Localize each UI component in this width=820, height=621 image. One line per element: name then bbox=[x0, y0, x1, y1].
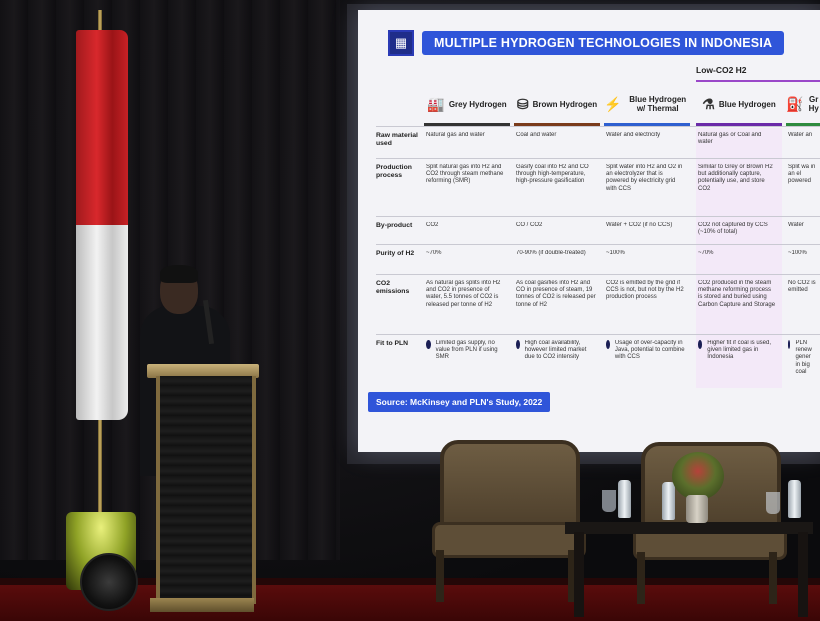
harvey-ball-icon bbox=[516, 340, 520, 349]
table-cell: CO / CO2 bbox=[516, 222, 543, 228]
cell-text: Usage of over-capacity in Java, potential to combine with CCS bbox=[614, 340, 685, 361]
column-header-blue-thermal: ⚡ Blue Hydrogen w/ Thermal bbox=[604, 82, 690, 128]
table-cell: Split natural gas into H2 and CO2 through steam methane reforming (SMR) bbox=[426, 164, 504, 185]
table-cell: No CO2 is emitted bbox=[788, 280, 816, 294]
table-cell bbox=[788, 340, 816, 380]
row-label: By-product bbox=[376, 222, 413, 229]
chair-leg bbox=[436, 550, 444, 602]
podium bbox=[156, 376, 256, 604]
coffee-table bbox=[565, 522, 813, 534]
indonesian-flag bbox=[76, 30, 128, 420]
cell-text: Limited gas supply, no value from PLN if using SMR bbox=[435, 340, 498, 361]
table-cell: Coal and water bbox=[516, 132, 557, 138]
column-header-brown: ⛁ Brown Hydrogen bbox=[514, 82, 600, 128]
column-header-blue: ⚗ Blue Hydrogen bbox=[696, 82, 782, 128]
table-cell: ~100% bbox=[788, 250, 807, 256]
table-cell: Similar to Grey or Brown H2 but additionally capture, potentially use, and store CO2 bbox=[698, 164, 773, 192]
coal-icon: ⛁ bbox=[516, 96, 529, 113]
pylon-icon: ⚡ bbox=[604, 96, 622, 113]
factory-icon: 🏭 bbox=[427, 96, 445, 113]
slide-header bbox=[388, 30, 784, 56]
harvey-ball-icon bbox=[788, 340, 790, 349]
row-label: Raw material used bbox=[376, 132, 418, 147]
table-cell: CO2 bbox=[426, 222, 439, 228]
table-cell: ~70% bbox=[426, 250, 442, 256]
fuel-icon: ⛽ bbox=[786, 96, 804, 113]
harvey-ball-icon bbox=[698, 340, 702, 349]
low-co2-group-label: Low-CO2 H2 bbox=[696, 65, 747, 75]
water-glass bbox=[766, 492, 780, 514]
hydrogen-icon: ▦ bbox=[388, 30, 414, 56]
stage-spotlight bbox=[80, 553, 138, 611]
flower-vase bbox=[686, 495, 708, 523]
row-separator bbox=[376, 334, 820, 335]
table-cell: CO2 produced in the steam methane reforming process is stored and buried using Carbon Capture and Storage bbox=[698, 280, 776, 308]
row-separator bbox=[376, 158, 820, 159]
table-cell: Natural gas or Coal and water bbox=[698, 132, 762, 146]
table-cell: Gasify coal into H2 and CO through high-temperature, high-pressure gasification bbox=[516, 164, 589, 185]
table-cell bbox=[698, 340, 776, 380]
table-cell: Water an bbox=[788, 132, 813, 138]
row-separator bbox=[376, 244, 820, 245]
podium-base bbox=[150, 598, 254, 612]
table-cell bbox=[426, 340, 506, 380]
water-bottle bbox=[618, 480, 631, 518]
table-cell: ~70% bbox=[698, 250, 714, 256]
water-bottle bbox=[662, 482, 675, 520]
table-cell: Natural gas and water bbox=[426, 132, 485, 138]
table-cell: Water bbox=[788, 222, 804, 228]
column-header-grey: 🏭 Grey Hydrogen bbox=[424, 82, 510, 128]
speaker-hair bbox=[160, 265, 198, 283]
cell-text: High coal availability, however limited market due to CO2 intensity bbox=[524, 340, 587, 361]
row-label: Fit to PLN bbox=[376, 340, 409, 347]
chair-leg bbox=[637, 552, 645, 604]
chair-leg bbox=[769, 552, 777, 604]
projection-screen bbox=[358, 10, 820, 452]
table-cell: As coal gasifies into H2 and CO in presence of steam, 19 tonnes of CO2 is released per tonne of H2 bbox=[516, 280, 596, 308]
flag-red-stripe bbox=[76, 30, 128, 225]
flag-white-stripe bbox=[76, 225, 128, 420]
table-cell: Split wa in an el powered bbox=[788, 164, 816, 185]
harvey-ball-icon bbox=[426, 340, 431, 349]
row-separator bbox=[376, 216, 820, 217]
harvey-ball-icon bbox=[606, 340, 610, 349]
table-cell: 70-90% (if double-treated) bbox=[516, 250, 586, 256]
cell-text: PLN renew gener in big coal bbox=[795, 340, 812, 375]
table-cell: As natural gas splits into H2 and CO2 in presence of water, 5.5 tonnes of CO2 is released per tonne of H2 bbox=[426, 280, 501, 308]
slide-source: Source: McKinsey and PLN's Study, 2022 bbox=[368, 392, 550, 412]
table-leg bbox=[574, 532, 584, 617]
plant-icon: ⚗ bbox=[702, 96, 715, 113]
table-leg bbox=[798, 532, 808, 617]
row-label: Purity of H2 bbox=[376, 250, 415, 257]
flower-arrangement bbox=[672, 452, 724, 500]
column-header-green: ⛽ Gr Hy bbox=[786, 82, 820, 128]
slide-title: MULTIPLE HYDROGEN TECHNOLOGIES IN INDONESIA bbox=[422, 31, 784, 55]
table-cell bbox=[516, 340, 596, 380]
table-cell: CO2 not captured by CCS (~10% of total) bbox=[698, 222, 768, 236]
cell-text: Higher fit if coal is used, given limited gas in Indonesia bbox=[707, 340, 771, 361]
table-cell: Split water into H2 and O2 in an electrolyzer that is powered by electricity grid with CCS bbox=[606, 164, 683, 192]
table-cell: Water and electricity bbox=[606, 132, 661, 138]
table-cell: CO2 is emitted by the grid if CCS is not, but not by the H2 production process bbox=[606, 280, 684, 301]
row-label: Production process bbox=[376, 164, 412, 179]
table-cell: Water + CO2 (if no CCS) bbox=[606, 222, 673, 228]
row-separator bbox=[376, 274, 820, 275]
chair-seat bbox=[432, 522, 586, 558]
armchair-left bbox=[432, 440, 580, 600]
table-cell bbox=[606, 340, 686, 380]
row-label: CO2 emissions bbox=[376, 280, 410, 295]
row-separator bbox=[376, 126, 820, 127]
water-bottle bbox=[788, 480, 801, 518]
water-glass bbox=[602, 490, 616, 512]
table-cell: ~100% bbox=[606, 250, 625, 256]
